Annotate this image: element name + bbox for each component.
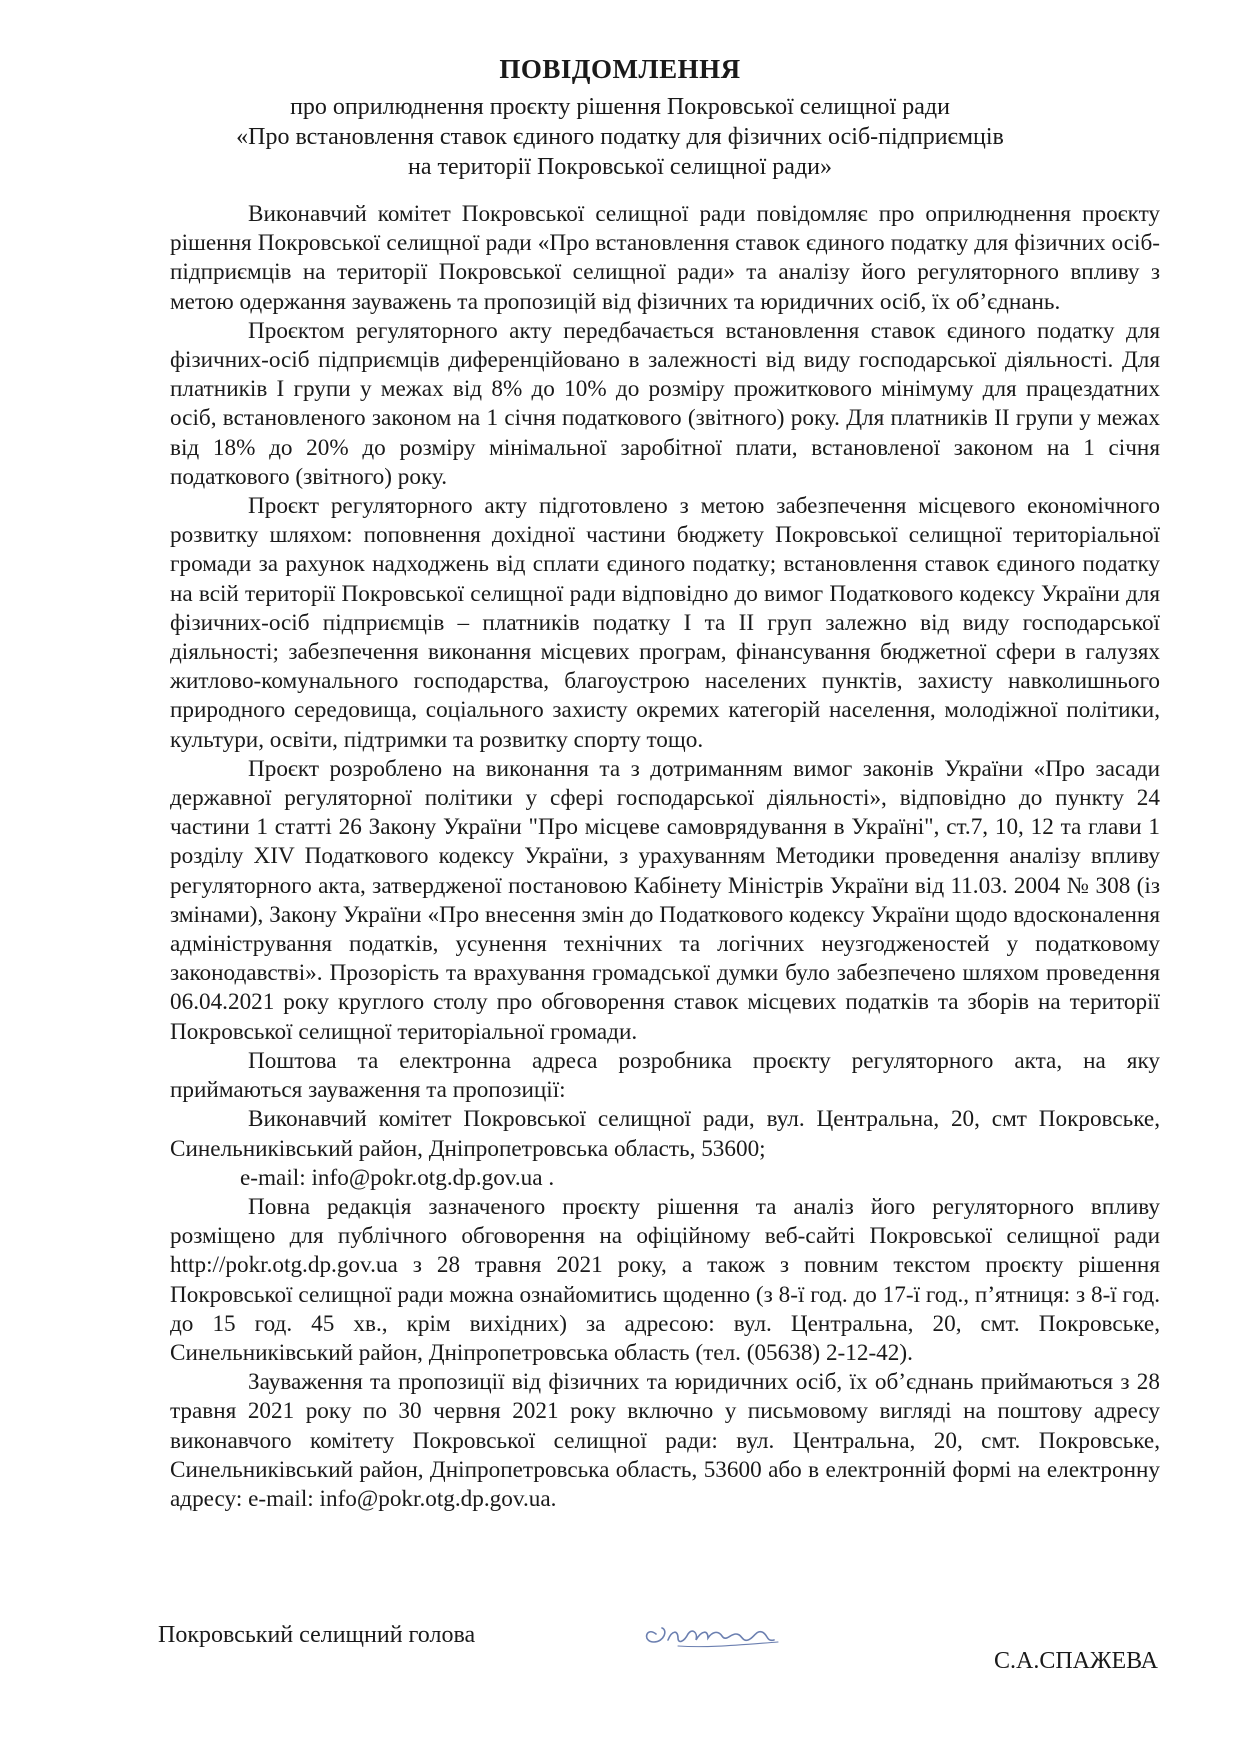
paragraph-comments-period: Зауваження та пропозиції від фізичних та юридичних осіб, їх об’єднань приймаються з 28 травня 2021 року по 30 червня 2021 року включно у письмовому вигляді на поштову адресу виконавчого комітету Покровської селищної ради: вул. Центральна, 20, смт. Покровське, Синельниківський район, Дніпропетровська область, 53600 або в електронній формі на електронну адресу: e-mail: info@pokr.otg.dp.gov.ua. [170,1369,1160,1512]
paragraph-contact-intro: Поштова та електронна адреса розробника проєкту регуляторного акта, на яку приймаються зауваження та пропозиції: [170,1047,1160,1104]
paragraph-announcement: Виконавчий комітет Покровської селищної ради повідомляє про оприлюднення проєкту рішення Покровської селищної ради «Про встановлення ставок єдиного податку для фізичних осіб-підприємців на території Покровської селищної ради» та аналізу його регуляторного впливу з метою одержання зауважень та пропозицій від фізичних та юридичних осіб, їх об’єднань. [170,201,1160,315]
paragraph-tax-rates: Проєктом регуляторного акту передбачається встановлення ставок єдиного податку для фізичних-осіб підприємців диференційовано в залежності від виду господарської діяльності. Для платників І групи у межах від 8% до 10% до розміру прожиткового мінімуму для працездатних осіб, встановленого законом на 1 січня податкового (звітного) року. Для платників ІІ групи у межах від 18% до 20% до розміру мінімальної заробітної плати, встановленої законом на 1 січня податкового (звітного) року. [170,317,1160,490]
paragraph-publication: Повна редакція зазначеного проєкту рішення та аналіз його регуляторного впливу розміщено для публічного обговорення на офіційному веб-сайті Покровської селищної ради http://pokr.otg.dp.gov.ua з 28 травня 2021 року, а також з повним текстом проєкту рішення Покровської селищної ради можна ознайомитись щоденно (з 8-ї год. до 17-ї год., п’ятниця: з 8-ї год. до 15 год. 45 хв., крім вихідних) за адресою: вул. Центральна, 20, смт. Покровське, Синельниківський район, Дніпропетровська область (тел. (05638) 2-12-42). [170,1193,1160,1366]
document-body [170,200,1160,1514]
subtitle-line-3: на території Покровської селищної ради» [408,154,832,180]
signatory-role: Покровський селищний голова [158,1622,476,1648]
paragraph-purpose: Проєкт регуляторного акту підготовлено з метою забезпечення місцевого економічного розвитку шляхом: поповнення дохідної частини бюджету Покровської селищної територіальної громади за рахунок надходжень від сплати єдиного податку; встановлення ставок єдиного податку на всій території Покровської селищної ради відповідно до вимог Податкового кодексу України для фізичних-осіб підприємців – платників податку І та ІІ груп залежно від виду господарської діяльності; забезпечення виконання місцевих програм, фінансування бюджетної сфери в галузях житлово-комунального господарства, благоустрою населених пунктів, захисту навколишнього природного середовища, соціального захисту окремих категорій населення, молодіжної політики, культури, освіти, підтримки та розвитку спорту тощо. [170,493,1160,753]
signature-block [158,1612,1158,1682]
subtitle-line-1: про оприлюднення проєкту рішення Покровської селищної ради [290,94,950,120]
document-title: ПОВІДОМЛЕННЯ [499,54,741,84]
document-header [160,52,1080,182]
subtitle-line-2: «Про встановлення ставок єдиного податку для фізичних осіб-підприємців [236,124,1004,150]
signatory-name: С.А.СПАЖЕВА [993,1648,1158,1674]
paragraph-email: e-mail: info@pokr.otg.dp.gov.ua . [240,1164,555,1191]
paragraph-legal-basis: Проєкт розроблено на виконання та з дотриманням вимог законів України «Про засади державної регуляторної політики у сфері господарської діяльності», відповідно до пункту 24 частини 1 статті 26 Закону України "Про місцеве самоврядування в Україні", ст.7, 10, 12 та глави 1 розділу ХІV Податкового кодексу України, з урахуванням Методики проведення аналізу впливу регуляторного акта, затвердженої постановою Кабінету Міністрів України від 11.03. 2004 № 308 (із змінами), Закону України «Про внесення змін до Податкового кодексу України щодо вдосконалення адміністрування податків, усунення технічних та логічних неузгодженостей у податковому законодавстві». Прозорість та врахування громадської думки було забезпечено шляхом проведення 06.04.2021 року круглого столу про обговорення ставок місцевих податків та зборів на території Покровської селищної територіальної громади. [170,755,1160,1045]
paragraph-postal-address: Виконавчий комітет Покровської селищної ради, вул. Центральна, 20, смт Покровське, Синельниківський район, Дніпропетровська область, 53600; [170,1106,1160,1162]
handwritten-signature [638,1612,788,1660]
